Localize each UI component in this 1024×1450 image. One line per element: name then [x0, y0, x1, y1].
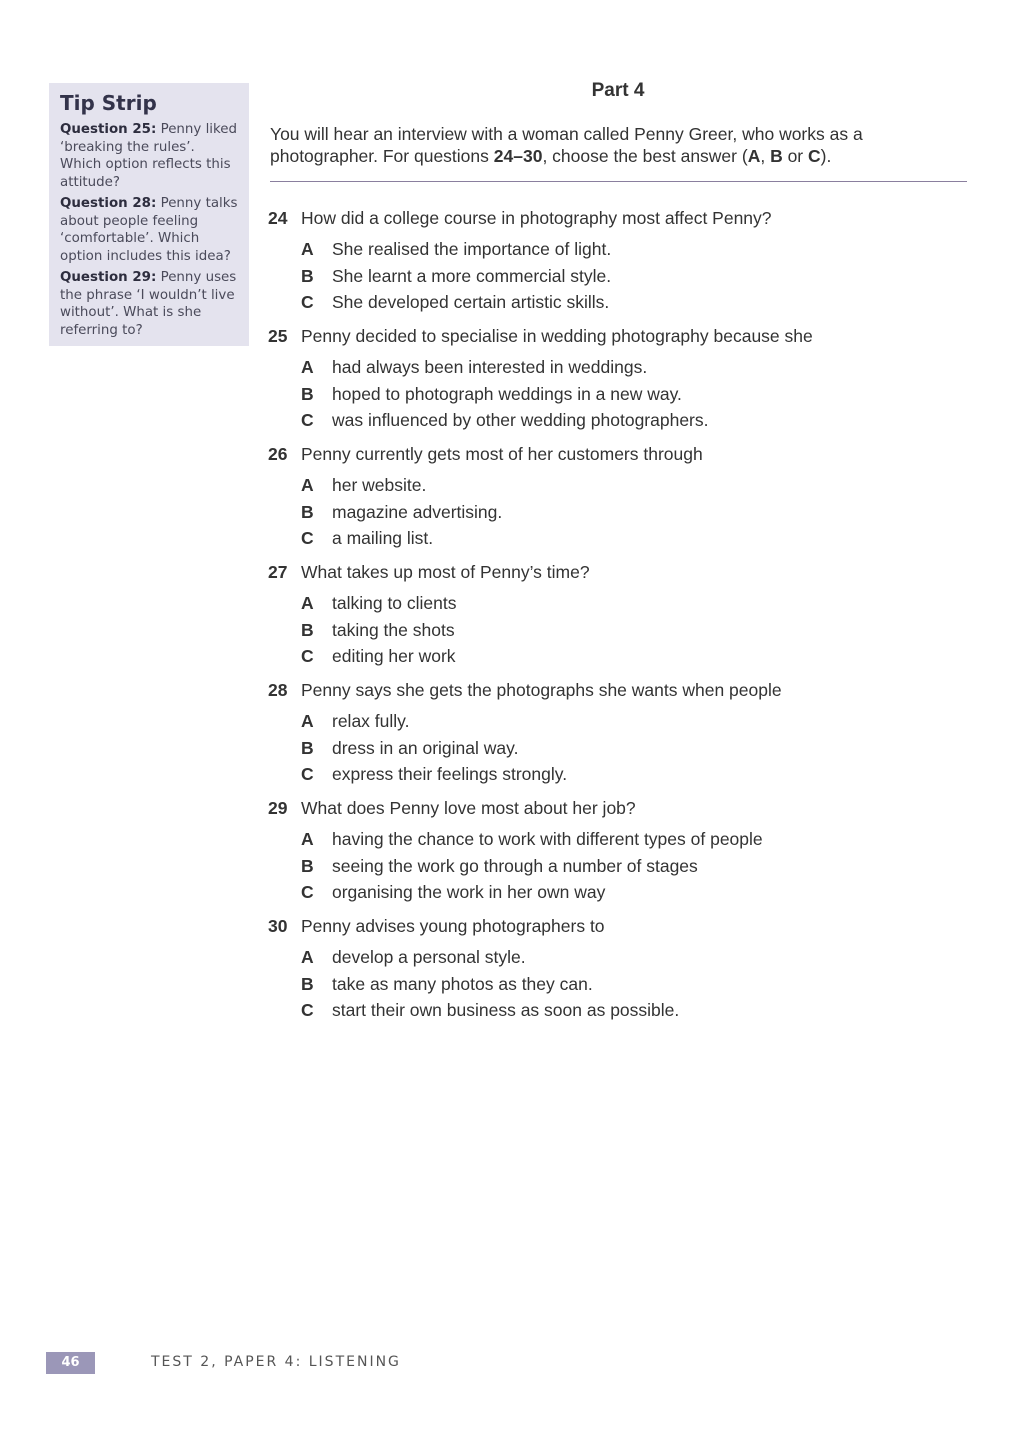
question-number: 28 — [268, 680, 288, 700]
option-letter: A — [301, 357, 314, 377]
option-letter: C — [301, 882, 314, 902]
tip-item-label: Question 29: — [60, 270, 157, 285]
question-stem — [268, 679, 968, 701]
option-letter: B — [301, 973, 314, 994]
question-text: Penny decided to specialise in wedding photography because she — [301, 326, 813, 346]
answer-option-b — [268, 973, 968, 995]
question-stem — [268, 207, 968, 229]
question-range: 24–30 — [493, 146, 543, 166]
instructions — [270, 123, 970, 167]
answer-option-a — [268, 474, 968, 496]
answer-option-a — [268, 828, 968, 850]
answer-option-b — [268, 619, 968, 641]
part-title: Part 4 — [591, 80, 645, 101]
question-list — [268, 207, 968, 1033]
answer-letter-b: B — [770, 146, 783, 166]
question-24 — [268, 207, 968, 313]
tip-item-text: Penny liked ‘breaking the rules’. Which option reflects this attitude? — [60, 122, 238, 190]
option-letter: C — [301, 646, 314, 666]
answer-option-c — [268, 645, 968, 667]
option-text: her website. — [332, 475, 427, 495]
instructions-text: photographer. For questions — [270, 146, 494, 166]
option-text: She developed certain artistic skills. — [332, 292, 610, 312]
question-number: 24 — [268, 208, 288, 228]
answer-option-c — [268, 409, 968, 431]
answer-option-b — [268, 383, 968, 405]
option-text: She learnt a more commercial style. — [332, 265, 612, 286]
answer-option-c — [268, 291, 968, 313]
tip-item-text: Penny uses the phrase ‘I wouldn’t live without’. What is she referring to? — [60, 270, 237, 338]
answer-option-b — [268, 855, 968, 877]
option-letter: B — [301, 265, 314, 286]
tip-item-label: Question 28: — [60, 196, 157, 211]
option-text: take as many photos as they can. — [332, 973, 593, 994]
tip-strip — [49, 83, 249, 346]
answer-option-a — [268, 238, 968, 260]
tip-item-q28 — [60, 195, 239, 265]
question-28 — [268, 679, 968, 785]
question-number: 27 — [268, 562, 288, 582]
option-letter: A — [301, 475, 314, 495]
question-text: What takes up most of Penny’s time? — [301, 562, 590, 582]
question-text: What does Penny love most about her job? — [301, 798, 636, 818]
option-letter: A — [301, 829, 314, 849]
answer-option-c — [268, 881, 968, 903]
answer-option-c — [268, 763, 968, 785]
option-letter: C — [301, 292, 314, 312]
option-text: start their own business as soon as possible. — [332, 1000, 680, 1020]
answer-option-b — [268, 501, 968, 523]
option-text: dress in an original way. — [332, 737, 519, 758]
page-number: 46 — [46, 1352, 95, 1374]
divider — [270, 181, 967, 182]
option-letter: A — [301, 593, 314, 613]
option-letter: A — [301, 239, 314, 259]
option-text: organising the work in her own way — [332, 882, 606, 902]
question-stem — [268, 443, 968, 465]
answer-letter-a: A — [747, 146, 761, 166]
instructions-line-1: You will hear an interview with a woman called Penny Greer, who works as a — [270, 124, 863, 144]
question-text: Penny advises young photographers to — [301, 916, 605, 936]
answer-option-a — [268, 710, 968, 732]
option-letter: B — [301, 737, 314, 758]
tip-item-label: Question 25: — [60, 122, 157, 137]
tip-strip-title: Tip Strip — [60, 91, 157, 115]
answer-letter-c: C — [808, 146, 821, 166]
question-text: Penny currently gets most of her customers through — [301, 444, 703, 464]
option-text: develop a personal style. — [332, 947, 526, 967]
option-letter: A — [301, 947, 314, 967]
option-text: editing her work — [332, 646, 456, 666]
question-stem — [268, 325, 968, 347]
question-26 — [268, 443, 968, 549]
option-letter: A — [301, 711, 314, 731]
question-text: How did a college course in photography most affect Penny? — [301, 208, 772, 228]
question-number: 30 — [268, 916, 288, 936]
option-text: a mailing list. — [332, 528, 434, 548]
question-29 — [268, 797, 968, 903]
option-letter: C — [301, 410, 314, 430]
question-number: 29 — [268, 798, 288, 818]
answer-option-a — [268, 592, 968, 614]
option-text: seeing the work go through a number of stages — [332, 855, 698, 876]
option-text: had always been interested in weddings. — [332, 357, 648, 377]
answer-option-b — [268, 737, 968, 759]
option-letter: C — [301, 528, 314, 548]
instructions-text: or — [782, 146, 808, 166]
question-stem — [268, 797, 968, 819]
running-title: TEST 2, PAPER 4: LISTENING — [151, 1354, 401, 1370]
option-letter: C — [301, 764, 314, 784]
tip-item-q25 — [60, 121, 239, 191]
option-text: magazine advertising. — [332, 501, 503, 522]
option-letter: B — [301, 855, 314, 876]
option-letter: B — [301, 383, 314, 404]
instructions-text: , — [760, 146, 771, 166]
option-text: having the chance to work with different types of people — [332, 829, 763, 849]
instructions-line-2 — [270, 145, 970, 167]
option-text: taking the shots — [332, 619, 455, 640]
question-text: Penny says she gets the photographs she wants when people — [301, 680, 782, 700]
option-letter: C — [301, 1000, 314, 1020]
answer-option-b — [268, 265, 968, 287]
option-text: talking to clients — [332, 593, 457, 613]
option-text: was influenced by other wedding photographers. — [332, 410, 709, 430]
option-text: She realised the importance of light. — [332, 239, 612, 259]
question-stem — [268, 915, 968, 937]
question-number: 26 — [268, 444, 288, 464]
option-letter: B — [301, 619, 314, 640]
answer-option-c — [268, 527, 968, 549]
option-text: relax fully. — [332, 711, 410, 731]
question-27 — [268, 561, 968, 667]
option-text: express their feelings strongly. — [332, 764, 568, 784]
answer-option-c — [268, 999, 968, 1021]
answer-option-a — [268, 946, 968, 968]
question-number: 25 — [268, 326, 288, 346]
instructions-text: ). — [820, 146, 832, 166]
option-text: hoped to photograph weddings in a new way. — [332, 383, 682, 404]
tip-item-q29 — [60, 269, 239, 339]
instructions-text: , choose the best answer ( — [542, 146, 748, 166]
question-stem — [268, 561, 968, 583]
tip-item-text: Penny talks about people feeling ‘comfortable’. Which option includes this idea? — [60, 196, 238, 264]
question-25 — [268, 325, 968, 431]
answer-option-a — [268, 356, 968, 378]
question-30 — [268, 915, 968, 1021]
option-letter: B — [301, 501, 314, 522]
